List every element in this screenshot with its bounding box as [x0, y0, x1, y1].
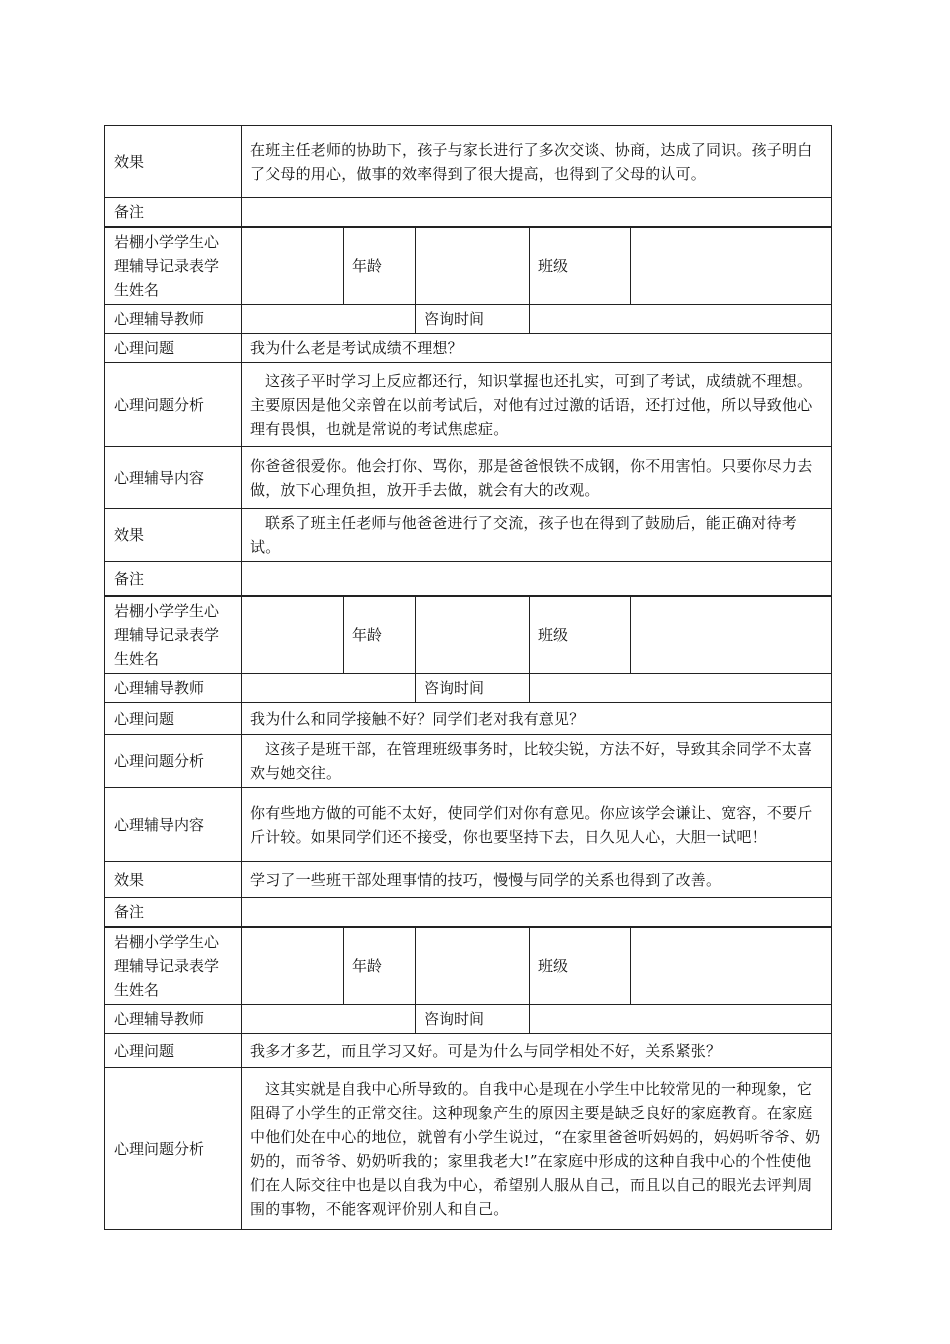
analysis-label: 心理问题分析 — [105, 363, 242, 447]
record-table-1 — [104, 227, 832, 596]
problem-label: 心理问题 — [105, 334, 242, 363]
age-label: 年龄 — [344, 228, 416, 305]
problem-label: 心理问题 — [105, 1034, 242, 1068]
teacher-label: 心理辅导教师 — [105, 1005, 242, 1034]
remark-label: 备注 — [105, 562, 242, 596]
age-label: 年龄 — [344, 928, 416, 1005]
consult-time-value — [530, 305, 832, 334]
analysis-label: 心理问题分析 — [105, 1068, 242, 1230]
problem-label: 心理问题 — [105, 703, 242, 735]
teacher-value — [242, 1005, 416, 1034]
class-value — [631, 597, 832, 674]
remark-label: 备注 — [105, 898, 242, 927]
age-value — [416, 228, 530, 305]
consult-time-label: 咨询时间 — [416, 1005, 530, 1034]
record-table-0 — [104, 125, 832, 227]
class-label: 班级 — [530, 928, 631, 1005]
student-name-value — [242, 928, 344, 1005]
class-value — [631, 928, 832, 1005]
class-label: 班级 — [530, 228, 631, 305]
age-label: 年龄 — [344, 597, 416, 674]
effect-value: 在班主任老师的协助下，孩子与家长进行了多次交谈、协商，达成了同识。孩子明白了父母的用心，做事的效率得到了很大提高，也得到了父母的认可。 — [242, 126, 832, 198]
record-table-2 — [104, 596, 832, 927]
remark-value — [242, 562, 832, 596]
record-table-3 — [104, 927, 832, 1230]
analysis-value: 这孩子平时学习上反应都还行，知识掌握也还扎实，可到了考试，成绩就不理想。主要原因是他父亲曾在以前考试后，对他有过过激的话语，还打过他，所以导致他心理有畏惧，也就是常说的考试焦虑症。 — [242, 363, 832, 447]
content-label: 心理辅导内容 — [105, 447, 242, 509]
student-name-value — [242, 597, 344, 674]
remark-value — [242, 898, 832, 927]
remark-value — [242, 198, 832, 227]
content-value: 你有些地方做的可能不太好，使同学们对你有意见。你应该学会谦让、宽容，不要斤斤计较。如果同学们还不接受，你也要坚持下去，日久见人心，大胆一试吧！ — [242, 788, 832, 862]
effect-value: 联系了班主任老师与他爸爸进行了交流，孩子也在得到了鼓励后，能正确对待考试。 — [242, 509, 832, 562]
problem-value: 我为什么老是考试成绩不理想？ — [242, 334, 832, 363]
effect-value: 学习了一些班干部处理事情的技巧，慢慢与同学的关系也得到了改善。 — [242, 862, 832, 898]
consult-time-label: 咨询时间 — [416, 674, 530, 703]
effect-label: 效果 — [105, 126, 242, 198]
problem-value: 我多才多艺，而且学习又好。可是为什么与同学相处不好，关系紧张？ — [242, 1034, 832, 1068]
problem-value: 我为什么和同学接触不好？同学们老对我有意见？ — [242, 703, 832, 735]
teacher-label: 心理辅导教师 — [105, 305, 242, 334]
student-name-label: 岩棚小学学生心理辅导记录表学生姓名 — [105, 928, 242, 1005]
analysis-value: 这其实就是自我中心所导致的。自我中心是现在小学生中比较常见的一种现象，它阻碍了小学生的正常交往。这种现象产生的原因主要是缺乏良好的家庭教育。在家庭中他们处在中心的地位，就曾有小学生说过，“在家里爸爸听妈妈的，妈妈听爷爷、奶奶的，而爷爷、奶奶听我的；家里我老大!”在家庭中形成的这种自我中心的个性使他们在人际交往中也是以自我为中心，希望别人服从自己，而且以自己的眼光去评判周围的事物，不能客观评价别人和自己。 — [242, 1068, 832, 1230]
student-name-label: 岩棚小学学生心理辅导记录表学生姓名 — [105, 597, 242, 674]
class-value — [631, 228, 832, 305]
student-name-value — [242, 228, 344, 305]
content-label: 心理辅导内容 — [105, 788, 242, 862]
age-value — [416, 597, 530, 674]
effect-label: 效果 — [105, 862, 242, 898]
content-value: 你爸爸很爱你。他会打你、骂你，那是爸爸恨铁不成钢，你不用害怕。只要你尽力去做，放下心理负担，放开手去做，就会有大的改观。 — [242, 447, 832, 509]
class-label: 班级 — [530, 597, 631, 674]
student-name-label: 岩棚小学学生心理辅导记录表学生姓名 — [105, 228, 242, 305]
teacher-label: 心理辅导教师 — [105, 674, 242, 703]
consult-time-label: 咨询时间 — [416, 305, 530, 334]
record-document — [104, 125, 831, 1230]
consult-time-value — [530, 1005, 832, 1034]
analysis-label: 心理问题分析 — [105, 735, 242, 788]
age-value — [416, 928, 530, 1005]
teacher-value — [242, 674, 416, 703]
teacher-value — [242, 305, 416, 334]
analysis-value: 这孩子是班干部，在管理班级事务时，比较尖锐，方法不好，导致其余同学不太喜欢与她交往。 — [242, 735, 832, 788]
remark-label: 备注 — [105, 198, 242, 227]
effect-label: 效果 — [105, 509, 242, 562]
consult-time-value — [530, 674, 832, 703]
